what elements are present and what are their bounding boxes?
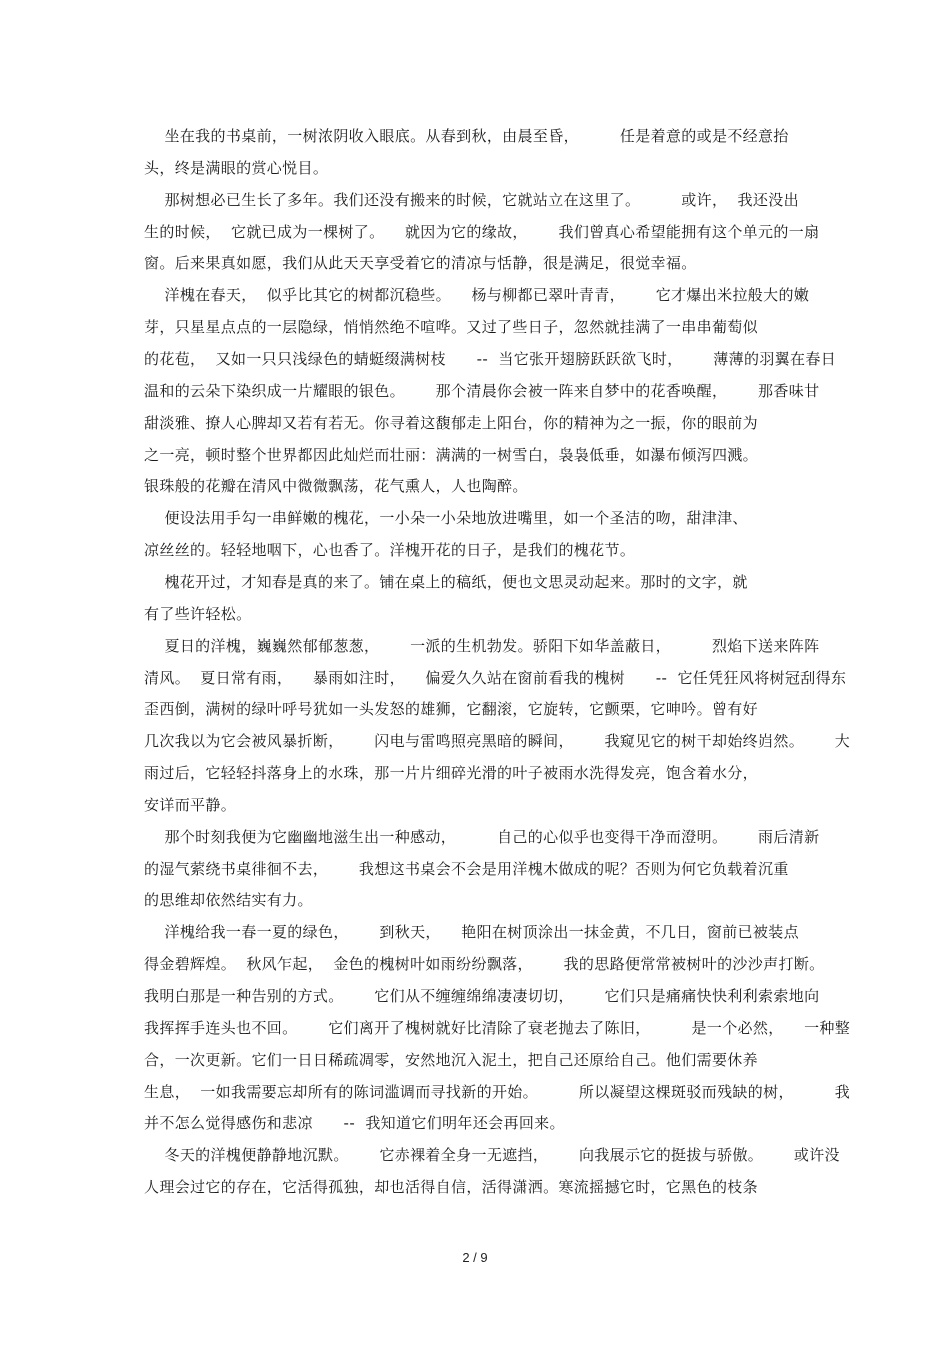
- text-line: 生息， 一如我需要忘却所有的陈词滥调而寻找新的开始。 所以凝望这棵斑驳而残缺的树， 我: [144, 1082, 851, 1101]
- text-line: 洋槐给我一春一夏的绿色， 到秋天， 艳阳在树顶涂出一抹金黄，不几日，窗前已被装点: [144, 923, 799, 942]
- text-line: 洋槐在春天， 似乎比其它的树都沉稳些。 杨与柳都已翠叶青青， 它才爆出米拉般大的嫩: [144, 286, 810, 305]
- text-line: 夏日的洋槐，巍巍然郁郁葱葱， 一派的生机勃发。骄阳下如华盖蔽日， 烈焰下送来阵阵: [144, 636, 820, 655]
- text-line: 生的时候， 它就已成为一棵树了。 就因为它的缘故， 我们曾真心希望能拥有这个单元的一扇: [144, 222, 820, 241]
- text-line: 安详而平静。: [144, 795, 237, 814]
- text-line: 温和的云朵下染织成一片耀眼的银色。 那个清晨你会被一阵来自梦中的花香唤醒， 那香味甘: [144, 381, 820, 400]
- text-line: 之一亮，顿时整个世界都因此灿烂而壮丽：满满的一树雪白，袅袅低垂，如瀑布倾泻四溅。: [144, 445, 759, 464]
- text-line: 那树想必已生长了多年。我们还没有搬来的时候，它就站立在这里了。 或许， 我还没出: [144, 190, 799, 209]
- text-line: 窗。后来果真如愿，我们从此天天享受着它的清凉与恬静，很是满足，很觉幸福。: [144, 254, 697, 273]
- text-line: 我挥挥手连头也不回。 它们离开了槐树就好比清除了衰老抛去了陈旧， 是一个必然， 一种整: [144, 1018, 851, 1037]
- text-line: 的思维却依然结实有力。: [144, 891, 313, 910]
- text-line: 冬天的洋槐便静静地沉默。 它赤裸着全身一无遮挡， 向我展示它的挺拔与骄傲。 或许没: [144, 1146, 840, 1165]
- text-line: 雨过后，它轻轻抖落身上的水珠，那一片片细碎光滑的叶子被雨水洗得发亮，饱含着水分，: [144, 764, 759, 782]
- text-line: 清风。 夏日常有雨， 暴雨如注时， 偏爱久久站在窗前看我的槐树 -- 它任凭狂风将树冠刮得东: [144, 668, 847, 687]
- text-line: 并不怎么觉得感伤和悲凉 -- 我知道它们明年还会再回来。: [144, 1114, 565, 1133]
- text-line: 几次我以为它会被风暴折断， 闪电与雷鸣照亮黑暗的瞬间， 我窥见它的树干却始终岿然。 大: [144, 732, 851, 751]
- text-line: 那个时刻我便为它幽幽地滋生出一种感动， 自己的心似乎也变得干净而澄明。 雨后清新: [144, 827, 820, 846]
- text-line: 银珠般的花瓣在清风中微微飘荡，花气熏人，人也陶醉。: [144, 477, 528, 496]
- text-line: 我明白那是一种告别的方式。 它们从不缠缠绵绵凄凄切切， 它们只是痛痛快快利利索索地向: [144, 987, 820, 1005]
- text-line: 坐在我的书桌前，一树浓阴收入眼底。从春到秋，由晨至昏， 任是着意的或是不经意抬: [144, 127, 789, 145]
- text-line: 得金碧辉煌。 秋风乍起， 金色的槐树叶如雨纷纷飘落， 我的思路便常常被树叶的沙沙声打断。: [144, 955, 825, 974]
- text-line: 槐花开过，才知春是真的来了。铺在桌上的稿纸，便也文思灵动起来。那时的文字，就: [144, 572, 748, 591]
- text-line: 芽，只星星点点的一层隐绿，悄悄然绝不喧哗。又过了些日子，忽然就挂满了一串串葡萄似: [144, 318, 759, 337]
- text-line: 便设法用手勾一串鲜嫩的槐花，一小朵一小朵地放进嘴里，如一个圣洁的吻，甜津津、: [144, 509, 748, 528]
- text-line: 有了些许轻松。: [144, 604, 252, 623]
- text-line: 人理会过它的存在，它活得孤独，却也活得自信，活得潇洒。寒流摇撼它时，它黑色的枝条: [144, 1178, 759, 1196]
- text-line: 的湿气萦绕书桌徘徊不去， 我想这书桌会不会是用洋槐木做成的呢？否则为何它负载着沉重: [144, 859, 789, 878]
- text-line: 合，一次更新。它们一日日稀疏凋零，安然地沉入泥土，把自己还原给自己。他们需要休养: [144, 1050, 759, 1069]
- text-line: 的花苞， 又如一只只浅绿色的蜻蜓缀满树枝 -- 当它张开翅膀跃跃欲飞时， 薄薄的羽翼在春日: [144, 350, 837, 368]
- text-line: 歪西倒，满树的绿叶呼号犹如一头发怒的雄狮，它翻滚，它旋转，它颤栗，它呻吟。曾有好: [144, 700, 759, 719]
- text-line: 凉丝丝的。轻轻地咽下，心也香了。洋槐开花的日子，是我们的槐花节。: [144, 541, 636, 559]
- page-number: 2 / 9: [462, 1250, 488, 1265]
- text-line: 甜淡雅、撩人心脾却又若有若无。你寻着这馥郁走上阳台，你的精神为之一振，你的眼前为: [144, 413, 759, 432]
- text-line: 头，终是满眼的赏心悦目。: [144, 158, 329, 177]
